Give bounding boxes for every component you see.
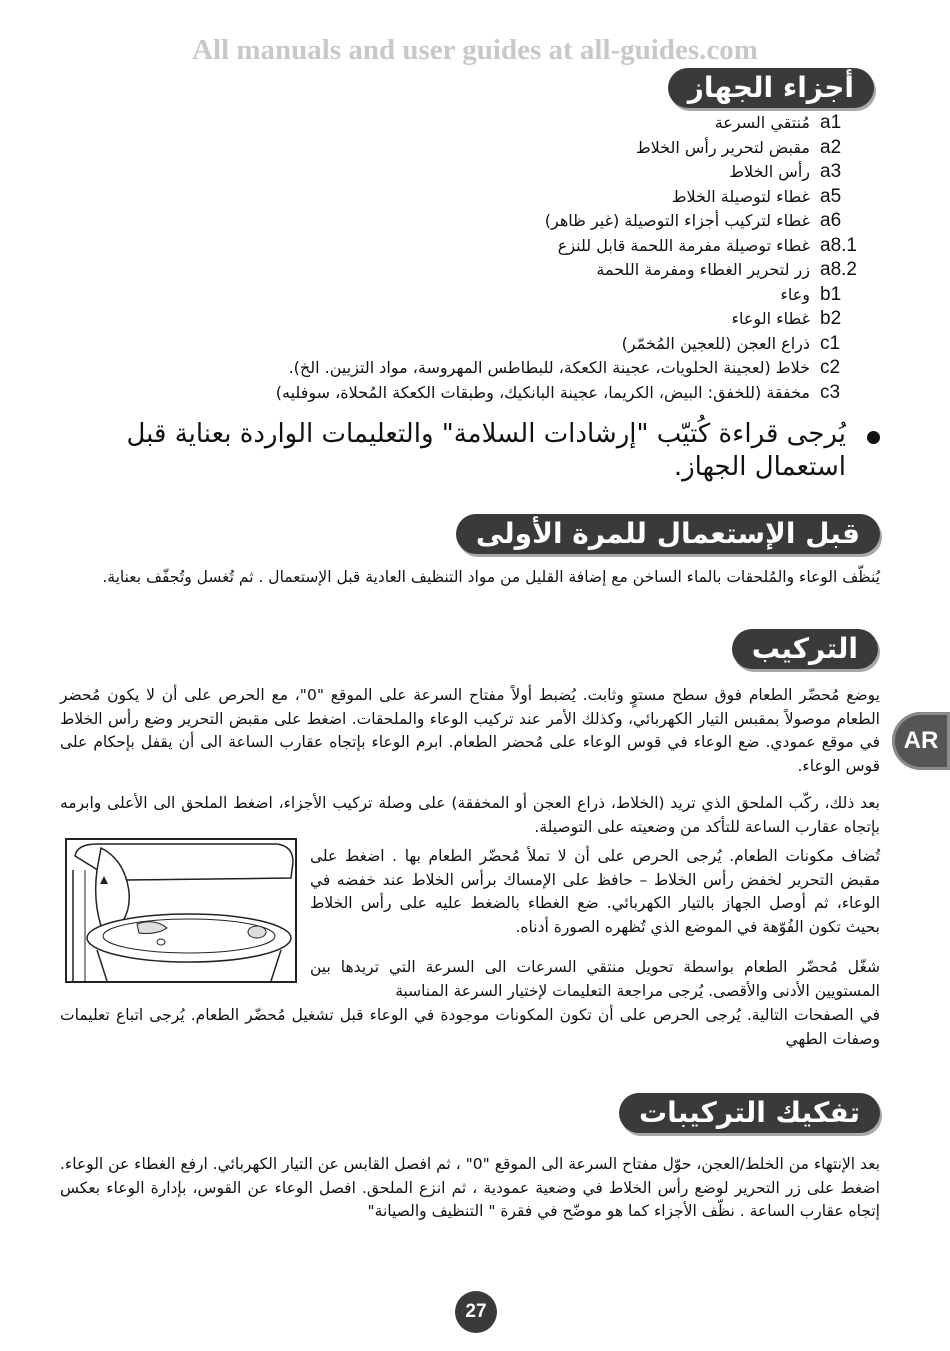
assembly-paragraph-2: بعد ذلك، ركّب الملحق الذي تريد (الخلاط، ذراع العجن أو المخفقة) على وصلة تركيب الأجزاء، اضغط الملحق الى الأعلى وابرمه بإتجاه عقارب الساعة للتأكد من وضعيته على التوصيلة. (60, 794, 880, 836)
part-description: غطاء الوعاء (731, 309, 810, 328)
bullet-icon (867, 431, 880, 444)
part-code: a6 (820, 210, 842, 231)
part-description: خلاط (لعجينة الحلويات، عجينة الكعكة، للبطاطس المهروسة، مواد التزيين. الخ). (288, 358, 810, 377)
part-code: c3 (820, 381, 841, 403)
parts-list (120, 112, 880, 406)
section-title-first-use: قبل الإستعمال للمرة الأولى (456, 514, 880, 554)
parts-list-item (120, 210, 880, 235)
assembly-paragraph-4b: في الصفحات التالية. يُرجى الحرص على أن تكون المكونات موجودة في الوعاء قبل تشغيل مُحضّر الطعام. يُرجى اتباع تعليمات وصفات الطهي (60, 1006, 880, 1048)
language-tab-label: AR (903, 727, 939, 754)
part-description: رأس الخلاط (729, 162, 810, 181)
watermark-text: All manuals and user guides at all-guides.com (192, 34, 758, 66)
part-description: وعاء (780, 284, 810, 304)
parts-list-item (120, 382, 880, 407)
part-code: a8.1 (820, 234, 857, 256)
part-description: ذراع العجن (للعجين المُخمّر) (621, 333, 810, 353)
disassembly-text: بعد الإنتهاء من الخلط/العجن، حوّل مفتاح السرعة الى الموقع "0" ، ثم افصل القابس عن التيار الكهربائي. ارفع الغطاء عن الوعاء. اضغط على زر التحرير لوضع رأس الخلاط في وضعية عمودية ، ثم انزع الملحق. افصل الوعاء عن القوس، بإدارة الوعاء بعكس إتجاه عقارب الساعة . نظّف الأجزاء كما هو موضّح في فقرة " التنظيف والصيانة" (60, 1155, 880, 1220)
assembly-paragraph-1: يوضع مُحضّر الطعام فوق سطح مستوٍ وثابت. يُضبط أولاً مفتاح السرعة على الموقع "0"، مع الحرص على أن لا يكون مُحضر الطعام موصولاً بمقبس التيار الكهربائي، وكذلك الأمر عند تركيب الوعاء والملحقات. اضغط على مقبض التحرير وضع رأس الخلاط في موقع عمودي. ضع الوعاء في قوس الوعاء على مُحضر الطعام. ابرم الوعاء بإتجاه عقارب الساعة الى أن يقفل بإحكام على قوس الوعاء. (60, 686, 880, 775)
part-description: مخفقة (للخفق: البيض، الكريما، عجينة البانكيك، وطبقات الكعكة المُحلاة، سوفليه) (275, 382, 810, 402)
part-code: a8.2 (820, 259, 857, 280)
part-description: مقبض لتحرير رأس الخلاط (635, 137, 810, 157)
parts-list-item (120, 284, 880, 309)
parts-list-item (120, 259, 880, 284)
first-use-text: يُنظّف الوعاء والمُلحقات بالماء الساخن مع إضافة القليل من مواد التنظيف العادية قبل الإستعمال . ثم تُغسل وتُجفّف بعناية. (102, 568, 880, 586)
section-title-disassembly: تفكيك التركيبات (619, 1093, 880, 1133)
parts-list-item (120, 333, 880, 358)
section-title-parts: أجزاء الجهاز (668, 68, 874, 108)
part-code: c1 (820, 332, 841, 354)
safety-note-text: يُرجى قراءة كُتيّب "إرشادات السلامة" والتعليمات الواردة بعناية قبل استعمال الجهاز. (126, 419, 846, 482)
parts-list-item (120, 308, 880, 333)
part-code: c2 (820, 357, 841, 378)
assembly-paragraph-4a: شغّل مُحضّر الطعام بواسطة تحويل منتقي السرعات الى السرعة التي تريدها بين المستويين الأدنى والأقصى. يُرجى مراجعة التعليمات لإختيار السرعة المناسبة (310, 958, 880, 1000)
part-description: غطاء توصيلة مفرمة اللحمة قابل للنزع (557, 235, 810, 255)
parts-list-item (120, 137, 880, 162)
safety-note (80, 418, 880, 484)
mixer-illustration-icon (67, 840, 295, 981)
assembly-paragraph-3: تُضاف مكونات الطعام. يُرجى الحرص على أن لا تملأ مُحضّر الطعام بها . اضغط على مقبض التحرير لخفض رأس الخلاط – حافظ على الإمساك برأس الخلاط عند خفضه في الوعاء، ثم أوصل الجهاز بالتيار الكهربائي. ضع الغطاء بالضغط عليه على رأس الخلاط بحيث تكون الفُوّهة في الموضع الذي تُظهره الصورة أدناه. (310, 847, 880, 936)
page-number: 27 (455, 1291, 497, 1333)
parts-list-item (120, 161, 880, 186)
parts-list-item (120, 186, 880, 211)
part-description: غطاء لتركيب أجزاء التوصيلة (غير ظاهر) (544, 211, 810, 230)
parts-list-item (120, 112, 880, 137)
part-code: b1 (820, 283, 842, 305)
part-description: مُنتقي السرعة (714, 113, 810, 132)
parts-list-item (120, 357, 880, 382)
part-description: زر لتحرير الغطاء ومفرمة اللحمة (596, 260, 810, 279)
part-code: a5 (820, 185, 842, 207)
section-title-assembly: التركيب (732, 629, 878, 669)
part-description: غطاء لتوصيلة الخلاط (671, 186, 810, 206)
parts-list-item (120, 235, 880, 260)
language-tab (892, 712, 950, 770)
mixer-lid-illustration (65, 838, 297, 983)
part-code: b2 (820, 308, 842, 329)
part-code: a2 (820, 136, 842, 158)
part-code: a1 (820, 112, 842, 133)
part-code: a3 (820, 161, 842, 182)
